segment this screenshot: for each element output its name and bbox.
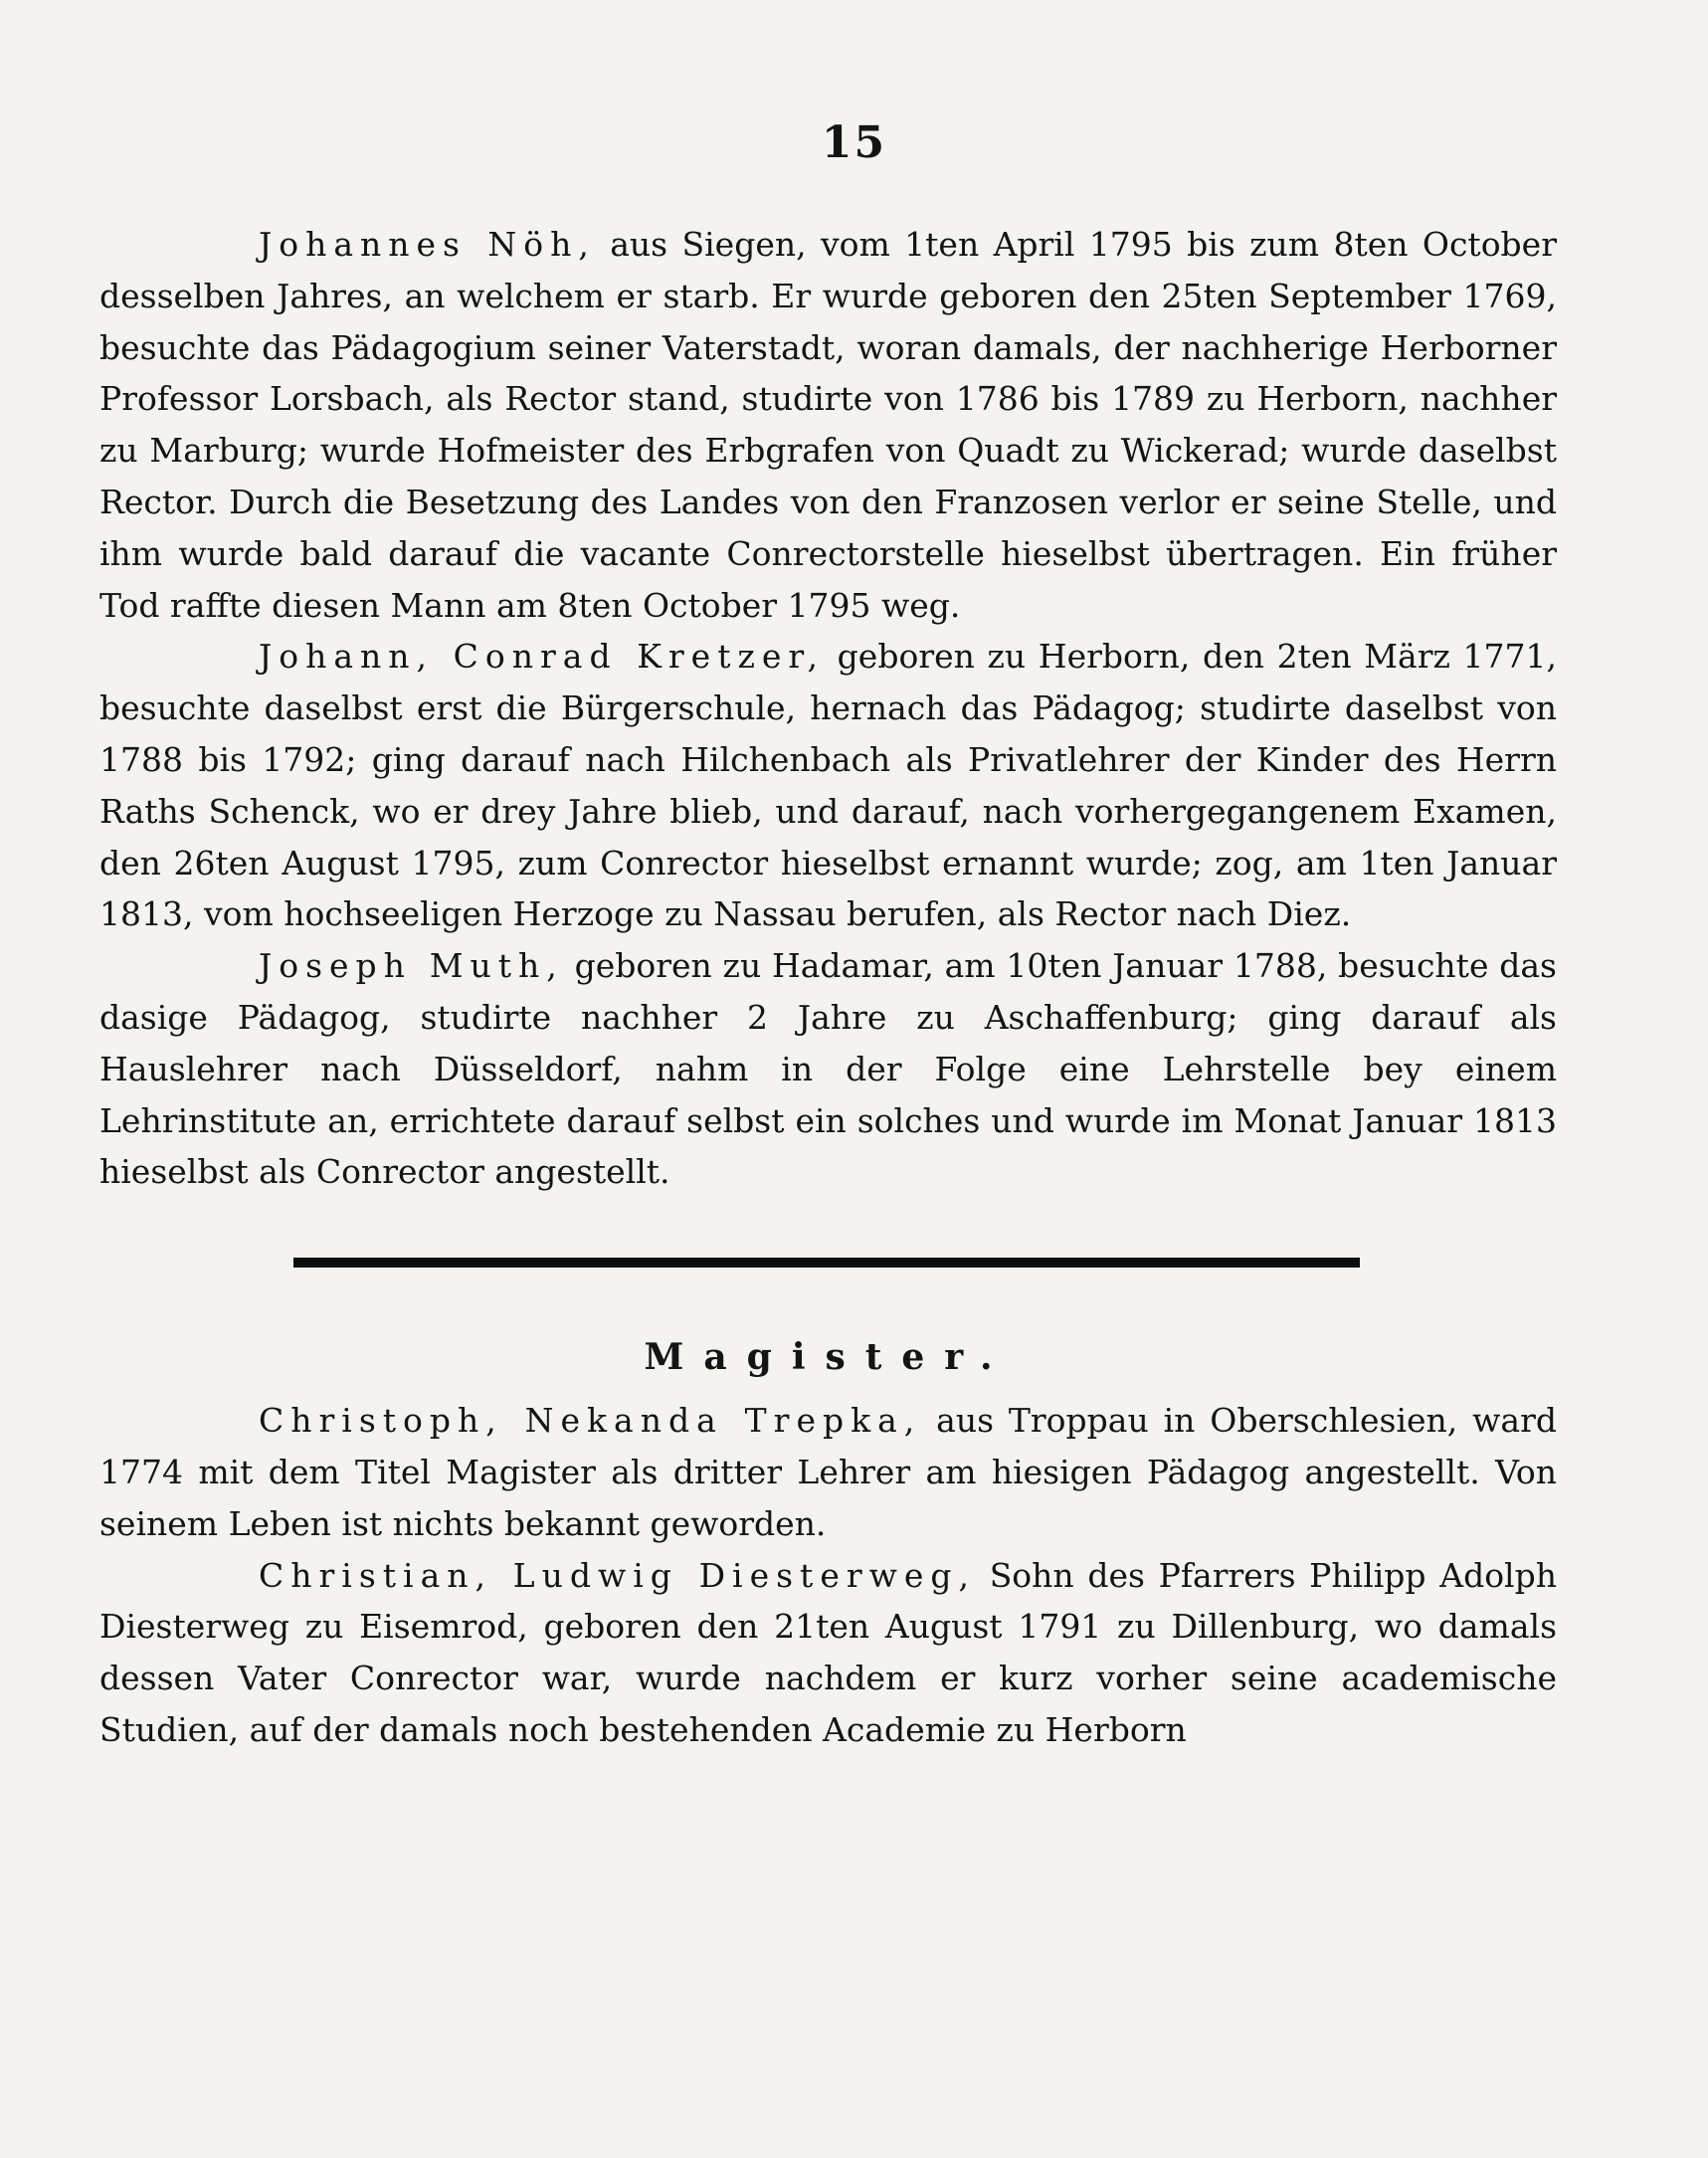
section-divider bbox=[99, 1198, 1557, 1327]
paragraph-text: Sohn des Pfarrers Philipp Adolph Diesterweg zu Eisemrod, geboren den 21ten August 1791 zu Dillenburg, wo damals dessen Vater Conrector war, wurde nachdem er kurz vorher seine academische Studien, auf der damals noch bestehenden Academie zu Herborn bbox=[99, 1555, 1557, 1749]
section-heading: Magister. bbox=[644, 1336, 1013, 1379]
person-name: Christoph, Nekanda Trepka, bbox=[259, 1401, 922, 1441]
biography-paragraph bbox=[99, 940, 1557, 1198]
person-name: Joseph Muth, bbox=[259, 946, 564, 986]
page-body bbox=[99, 219, 1557, 1756]
person-name: Johann, Conrad Kretzer, bbox=[259, 637, 826, 677]
paragraph-text: aus Siegen, vom 1ten April 1795 bis zum 8ten October desselben Jahres, an welchem er starb. Er wurde geboren den 25ten September 1769, besuchte das Pädagogium seiner Vaterstadt, woran damals, der nachherige Herborner Professor Lorsbach, als Rector stand, studirte von 1786 bis 1789 zu Herborn, nachher zu Marburg; wurde Hofmeister des Erbgrafen von Quadt zu Wickerad; wurde daselbst Rector. Durch die Besetzung des Landes von den Franzosen verlor er seine Stelle, und ihm wurde bald darauf die vacante Conrectorstelle hieselbst übertragen. Ein früher Tod raffte diesen Mann am 8ten October 1795 weg. bbox=[99, 225, 1557, 625]
biography-paragraph bbox=[99, 1550, 1557, 1756]
person-name: Johannes Nöh, bbox=[259, 225, 596, 264]
biography-paragraph bbox=[99, 1395, 1557, 1549]
person-name: Christian, Ludwig Diesterweg, bbox=[259, 1555, 977, 1595]
paragraph-text: geboren zu Hadamar, am 10ten Januar 1788, besuchte das dasige Pädagog, studirte nachher 2 Jahre zu Aschaffenburg; ging darauf als Hauslehrer nach Düsseldorf, nahm in der Folge eine Lehrstelle bey einem Lehrinstitute an, errichtete darauf selbst ein solches und wurde im Monat Januar 1813 hieselbst als Conrector angestellt. bbox=[99, 946, 1557, 1192]
page-number: 15 bbox=[821, 117, 887, 168]
paragraph-text: aus Troppau in Oberschlesien, ward 1774 mit dem Titel Magister als dritter Lehrer am hiesigen Pädagog angestellt. Von seinem Leben ist nichts bekannt geworden. bbox=[99, 1401, 1557, 1543]
biography-paragraph bbox=[99, 631, 1557, 940]
horizontal-rule bbox=[293, 1258, 1360, 1268]
biography-paragraph bbox=[99, 219, 1557, 631]
paragraph-text: geboren zu Herborn, den 2ten März 1771, besuchte daselbst erst die Bürgerschule, hernach das Pädagog; studirte daselbst von 1788 bis 1792; ging darauf nach Hilchenbach als Privatlehrer der Kinder des Herrn Raths Schenck, wo er drey Jahre blieb, und darauf, nach vorhergegangenem Examen, den 26ten August 1795, zum Conrector hieselbst ernannt wurde; zog, am 1ten Januar 1813, vom hochseeligen Herzoge zu Nassau berufen, als Rector nach Diez. bbox=[99, 637, 1557, 934]
